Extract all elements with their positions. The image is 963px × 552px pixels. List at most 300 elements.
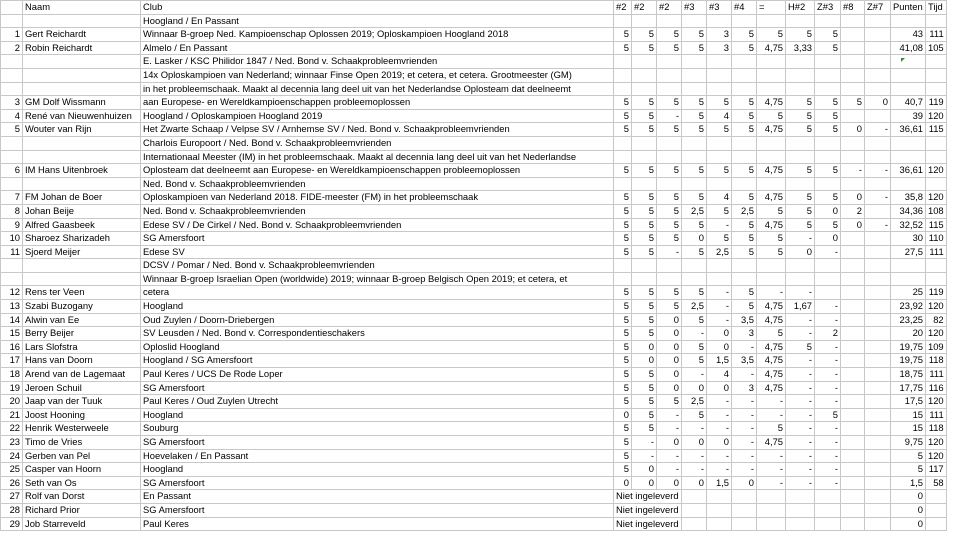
score-cell[interactable]: 5	[614, 340, 632, 354]
time-cell[interactable]	[926, 503, 947, 517]
time-cell[interactable]: 117	[926, 463, 947, 477]
score-cell[interactable]: 5	[632, 218, 657, 232]
rank-cell[interactable]: 19	[1, 381, 23, 395]
score-cell[interactable]	[865, 272, 891, 286]
score-cell[interactable]: 5	[682, 28, 707, 42]
score-cell[interactable]: 5	[657, 300, 682, 314]
club-cell[interactable]: SG Amersfoort	[141, 476, 614, 490]
score-cell[interactable]: 5	[657, 286, 682, 300]
score-cell[interactable]: 5	[632, 109, 657, 123]
rank-cell[interactable]: 21	[1, 408, 23, 422]
score-cell[interactable]	[657, 150, 682, 164]
score-cell[interactable]: 5	[732, 164, 757, 178]
score-cell[interactable]	[707, 490, 732, 504]
score-cell[interactable]	[815, 150, 841, 164]
score-cell[interactable]: -	[786, 232, 815, 246]
score-cell[interactable]: -	[732, 422, 757, 436]
score-cell[interactable]: -	[707, 422, 732, 436]
score-cell[interactable]: 5	[614, 300, 632, 314]
rank-cell[interactable]: 11	[1, 245, 23, 259]
score-cell[interactable]	[865, 436, 891, 450]
score-cell[interactable]: 5	[786, 204, 815, 218]
score-cell[interactable]	[891, 177, 926, 191]
score-cell[interactable]	[614, 259, 632, 273]
score-cell[interactable]	[632, 136, 657, 150]
score-cell[interactable]: -	[757, 476, 786, 490]
score-cell[interactable]	[841, 245, 865, 259]
score-cell[interactable]: 5	[632, 232, 657, 246]
score-cell[interactable]	[926, 177, 947, 191]
not-submitted-cell[interactable]: Niet ingeleverd	[614, 517, 682, 531]
score-cell[interactable]: -	[865, 191, 891, 205]
name-cell[interactable]	[23, 68, 141, 82]
score-cell[interactable]: 1,5	[707, 354, 732, 368]
score-cell[interactable]	[757, 272, 786, 286]
rank-cell[interactable]: 3	[1, 96, 23, 110]
score-cell[interactable]	[865, 463, 891, 477]
score-cell[interactable]	[865, 41, 891, 55]
score-cell[interactable]	[815, 259, 841, 273]
score-cell[interactable]: 5	[614, 313, 632, 327]
rank-cell[interactable]: 27	[1, 490, 23, 504]
points-cell[interactable]: 15	[891, 422, 926, 436]
score-cell[interactable]	[891, 82, 926, 96]
score-cell[interactable]: -	[815, 354, 841, 368]
score-cell[interactable]	[632, 259, 657, 273]
score-cell[interactable]	[926, 136, 947, 150]
score-cell[interactable]: 0	[682, 381, 707, 395]
score-cell[interactable]: 0	[657, 313, 682, 327]
name-cell[interactable]: Arend van de Lagemaat	[23, 368, 141, 382]
score-cell[interactable]: 5	[614, 96, 632, 110]
score-cell[interactable]: -	[682, 368, 707, 382]
score-cell[interactable]: 4,75	[757, 313, 786, 327]
score-cell[interactable]: 5	[632, 164, 657, 178]
score-cell[interactable]	[757, 177, 786, 191]
score-cell[interactable]: 5	[614, 395, 632, 409]
club-cell[interactable]: Charlois Europoort / Ned. Bond v. Schaakprobleemvrienden	[141, 136, 614, 150]
name-cell[interactable]: René van Nieuwenhuizen	[23, 109, 141, 123]
score-cell[interactable]	[865, 368, 891, 382]
time-cell[interactable]: 120	[926, 449, 947, 463]
score-cell[interactable]	[707, 517, 732, 531]
score-cell[interactable]	[865, 408, 891, 422]
score-cell[interactable]	[757, 150, 786, 164]
rank-cell[interactable]	[1, 68, 23, 82]
rank-cell[interactable]: 8	[1, 204, 23, 218]
column-header[interactable]: #2	[614, 1, 632, 15]
score-cell[interactable]: 5	[757, 232, 786, 246]
score-cell[interactable]: 5	[707, 123, 732, 137]
score-cell[interactable]	[841, 436, 865, 450]
score-cell[interactable]: 5	[614, 449, 632, 463]
score-cell[interactable]: 5	[786, 28, 815, 42]
score-cell[interactable]: 5	[682, 313, 707, 327]
rank-cell[interactable]	[1, 177, 23, 191]
score-cell[interactable]: 0	[632, 340, 657, 354]
score-cell[interactable]	[707, 136, 732, 150]
score-cell[interactable]: 5	[614, 245, 632, 259]
score-cell[interactable]	[786, 136, 815, 150]
time-cell[interactable]: 111	[926, 28, 947, 42]
score-cell[interactable]: 2	[841, 204, 865, 218]
score-cell[interactable]: 4,75	[757, 300, 786, 314]
score-cell[interactable]	[865, 150, 891, 164]
name-cell[interactable]: FM Johan de Boer	[23, 191, 141, 205]
rank-cell[interactable]: 29	[1, 517, 23, 531]
score-cell[interactable]	[682, 82, 707, 96]
score-cell[interactable]: -	[707, 300, 732, 314]
time-cell[interactable]: 110	[926, 232, 947, 246]
score-cell[interactable]: 3	[732, 381, 757, 395]
score-cell[interactable]	[815, 177, 841, 191]
score-cell[interactable]: 4,75	[757, 381, 786, 395]
header-rank[interactable]	[1, 1, 23, 15]
score-cell[interactable]	[865, 340, 891, 354]
score-cell[interactable]: -	[732, 449, 757, 463]
score-cell[interactable]: 5	[732, 96, 757, 110]
time-cell[interactable]: 116	[926, 381, 947, 395]
score-cell[interactable]	[682, 14, 707, 28]
score-cell[interactable]: 5	[707, 204, 732, 218]
score-cell[interactable]	[707, 177, 732, 191]
score-cell[interactable]	[841, 463, 865, 477]
score-cell[interactable]: 0	[841, 191, 865, 205]
club-cell[interactable]: Oplosteam dat deelneemt aan Europese- en Wereldkampioenschappen probleemoplossen	[141, 164, 614, 178]
score-cell[interactable]: 5	[757, 204, 786, 218]
points-cell[interactable]: 17,5	[891, 395, 926, 409]
name-cell[interactable]	[23, 259, 141, 273]
score-cell[interactable]: -	[707, 395, 732, 409]
time-cell[interactable]: 120	[926, 327, 947, 341]
score-cell[interactable]	[865, 300, 891, 314]
column-header[interactable]: #3	[707, 1, 732, 15]
score-cell[interactable]	[865, 354, 891, 368]
score-cell[interactable]: 4,75	[757, 41, 786, 55]
score-cell[interactable]	[926, 259, 947, 273]
score-cell[interactable]: -	[632, 436, 657, 450]
score-cell[interactable]: 5	[786, 96, 815, 110]
score-cell[interactable]: -	[786, 395, 815, 409]
score-cell[interactable]	[632, 150, 657, 164]
score-cell[interactable]: 4	[707, 191, 732, 205]
club-cell[interactable]: aan Europese- en Wereldkampioenschappen probleemoplossen	[141, 96, 614, 110]
score-cell[interactable]	[841, 327, 865, 341]
score-cell[interactable]	[632, 272, 657, 286]
score-cell[interactable]	[815, 136, 841, 150]
score-cell[interactable]: 4,75	[757, 191, 786, 205]
score-cell[interactable]: 5	[786, 191, 815, 205]
score-cell[interactable]	[757, 82, 786, 96]
points-cell[interactable]: 35,8	[891, 191, 926, 205]
score-cell[interactable]: 5	[614, 327, 632, 341]
name-cell[interactable]: Timo de Vries	[23, 436, 141, 450]
points-cell[interactable]: 15	[891, 408, 926, 422]
name-cell[interactable]	[23, 82, 141, 96]
club-cell[interactable]: Oploslid Hoogland	[141, 340, 614, 354]
score-cell[interactable]: 0	[657, 368, 682, 382]
score-cell[interactable]	[757, 259, 786, 273]
score-cell[interactable]: -	[757, 463, 786, 477]
score-cell[interactable]	[926, 272, 947, 286]
rank-cell[interactable]	[1, 14, 23, 28]
score-cell[interactable]: 0	[657, 354, 682, 368]
score-cell[interactable]: 3,5	[732, 313, 757, 327]
score-cell[interactable]: 5	[614, 422, 632, 436]
score-cell[interactable]	[732, 177, 757, 191]
score-cell[interactable]: 0	[707, 327, 732, 341]
time-cell[interactable]: 120	[926, 109, 947, 123]
score-cell[interactable]	[682, 150, 707, 164]
rank-cell[interactable]: 17	[1, 354, 23, 368]
score-cell[interactable]	[841, 476, 865, 490]
points-cell[interactable]: 30	[891, 232, 926, 246]
score-cell[interactable]: 5	[614, 436, 632, 450]
name-cell[interactable]: Sjoerd Meijer	[23, 245, 141, 259]
score-cell[interactable]	[841, 232, 865, 246]
score-cell[interactable]: 5	[614, 354, 632, 368]
score-cell[interactable]: 0	[865, 96, 891, 110]
column-header[interactable]: #3	[682, 1, 707, 15]
score-cell[interactable]: 0	[614, 476, 632, 490]
score-cell[interactable]	[865, 422, 891, 436]
not-submitted-cell[interactable]: Niet ingeleverd	[614, 490, 682, 504]
score-cell[interactable]	[657, 55, 682, 69]
score-cell[interactable]: -	[657, 245, 682, 259]
score-cell[interactable]: 5	[632, 408, 657, 422]
score-cell[interactable]	[786, 517, 815, 531]
score-cell[interactable]	[841, 300, 865, 314]
score-cell[interactable]: 0	[707, 340, 732, 354]
rank-cell[interactable]: 5	[1, 123, 23, 137]
score-cell[interactable]	[865, 82, 891, 96]
score-cell[interactable]	[707, 272, 732, 286]
rank-cell[interactable]: 26	[1, 476, 23, 490]
name-cell[interactable]: Lars Slofstra	[23, 340, 141, 354]
score-cell[interactable]	[707, 503, 732, 517]
score-cell[interactable]	[732, 14, 757, 28]
score-cell[interactable]: -	[657, 422, 682, 436]
rank-cell[interactable]: 13	[1, 300, 23, 314]
time-cell[interactable]: 82	[926, 313, 947, 327]
score-cell[interactable]: 5	[632, 245, 657, 259]
points-cell[interactable]: 40,7	[891, 96, 926, 110]
score-cell[interactable]	[841, 41, 865, 55]
score-cell[interactable]: 0	[815, 204, 841, 218]
score-cell[interactable]	[841, 449, 865, 463]
score-cell[interactable]: 5	[657, 204, 682, 218]
score-cell[interactable]: 5	[815, 408, 841, 422]
name-cell[interactable]: Alwin van Ee	[23, 313, 141, 327]
time-cell[interactable]: 115	[926, 123, 947, 137]
score-cell[interactable]	[865, 490, 891, 504]
score-cell[interactable]: 5	[682, 41, 707, 55]
score-cell[interactable]	[926, 82, 947, 96]
name-cell[interactable]: Berry Beijer	[23, 327, 141, 341]
score-cell[interactable]: -	[815, 395, 841, 409]
score-cell[interactable]	[926, 68, 947, 82]
score-cell[interactable]	[841, 395, 865, 409]
score-cell[interactable]	[707, 82, 732, 96]
score-cell[interactable]: 5	[614, 204, 632, 218]
score-cell[interactable]	[632, 55, 657, 69]
score-cell[interactable]: -	[707, 286, 732, 300]
score-cell[interactable]: 5	[732, 218, 757, 232]
club-cell[interactable]: Ned. Bond v. Schaakprobleemvrienden	[141, 177, 614, 191]
score-cell[interactable]: 0	[707, 381, 732, 395]
points-cell[interactable]: 39	[891, 109, 926, 123]
score-cell[interactable]	[614, 150, 632, 164]
score-cell[interactable]: 5	[657, 395, 682, 409]
score-cell[interactable]: 5	[815, 96, 841, 110]
score-cell[interactable]: 0	[657, 476, 682, 490]
time-cell[interactable]: 120	[926, 300, 947, 314]
name-cell[interactable]: Casper van Hoorn	[23, 463, 141, 477]
score-cell[interactable]: -	[632, 449, 657, 463]
score-cell[interactable]: 0	[614, 408, 632, 422]
score-cell[interactable]: -	[757, 408, 786, 422]
score-cell[interactable]	[841, 408, 865, 422]
score-cell[interactable]	[865, 517, 891, 531]
score-cell[interactable]: 5	[682, 109, 707, 123]
club-cell[interactable]: Souburg	[141, 422, 614, 436]
score-cell[interactable]: -	[732, 395, 757, 409]
points-cell[interactable]: 5	[891, 449, 926, 463]
time-cell[interactable]: 120	[926, 191, 947, 205]
club-cell[interactable]: 14x Oploskampioen van Nederland; winnaar Finse Open 2019; et cetera, et cetera. Grootmeester (GM)	[141, 68, 614, 82]
score-cell[interactable]	[841, 368, 865, 382]
name-cell[interactable]: Sharoez Sharizadeh	[23, 232, 141, 246]
score-cell[interactable]	[841, 14, 865, 28]
score-cell[interactable]	[865, 245, 891, 259]
score-cell[interactable]: -	[786, 327, 815, 341]
club-cell[interactable]: Hoogland	[141, 463, 614, 477]
time-cell[interactable]: 118	[926, 422, 947, 436]
time-cell[interactable]: 111	[926, 408, 947, 422]
score-cell[interactable]	[865, 449, 891, 463]
score-cell[interactable]	[841, 28, 865, 42]
score-cell[interactable]: -	[865, 123, 891, 137]
points-cell[interactable]: 19,75	[891, 340, 926, 354]
time-cell[interactable]: 111	[926, 245, 947, 259]
name-cell[interactable]: Robin Reichardt	[23, 41, 141, 55]
score-cell[interactable]	[815, 286, 841, 300]
score-cell[interactable]	[891, 150, 926, 164]
name-cell[interactable]: Rolf van Dorst	[23, 490, 141, 504]
score-cell[interactable]	[786, 177, 815, 191]
score-cell[interactable]	[865, 503, 891, 517]
score-cell[interactable]	[786, 82, 815, 96]
score-cell[interactable]	[682, 55, 707, 69]
name-cell[interactable]	[23, 272, 141, 286]
score-cell[interactable]: -	[757, 395, 786, 409]
score-cell[interactable]: -	[786, 436, 815, 450]
score-cell[interactable]: 5	[682, 354, 707, 368]
score-cell[interactable]	[732, 259, 757, 273]
score-cell[interactable]: -	[815, 368, 841, 382]
club-cell[interactable]: Almelo / En Passant	[141, 41, 614, 55]
points-cell[interactable]: 43	[891, 28, 926, 42]
score-cell[interactable]: -	[682, 463, 707, 477]
club-cell[interactable]: E. Lasker / KSC Philidor 1847 / Ned. Bond v. Schaakprobleemvrienden	[141, 55, 614, 69]
score-cell[interactable]: 5	[632, 123, 657, 137]
name-cell[interactable]: Rens ter Veen	[23, 286, 141, 300]
score-cell[interactable]: 5	[732, 123, 757, 137]
score-cell[interactable]: 5	[632, 381, 657, 395]
score-cell[interactable]: -	[707, 408, 732, 422]
points-cell[interactable]: 0	[891, 517, 926, 531]
score-cell[interactable]	[926, 14, 947, 28]
club-cell[interactable]: DCSV / Pomar / Ned. Bond v. Schaakprobleemvrienden	[141, 259, 614, 273]
points-cell[interactable]: 36,61	[891, 164, 926, 178]
score-cell[interactable]	[786, 68, 815, 82]
points-cell[interactable]: 19,75	[891, 354, 926, 368]
rank-cell[interactable]: 12	[1, 286, 23, 300]
score-cell[interactable]	[614, 82, 632, 96]
score-cell[interactable]: 5	[786, 109, 815, 123]
score-cell[interactable]: -	[732, 463, 757, 477]
score-cell[interactable]: -	[786, 381, 815, 395]
score-cell[interactable]	[815, 517, 841, 531]
score-cell[interactable]	[657, 68, 682, 82]
score-cell[interactable]: 4,75	[757, 354, 786, 368]
score-cell[interactable]: 5	[682, 164, 707, 178]
name-cell[interactable]: Wouter van Rijn	[23, 123, 141, 137]
score-cell[interactable]: 5	[757, 327, 786, 341]
score-cell[interactable]	[841, 55, 865, 69]
score-cell[interactable]: 2,5	[682, 300, 707, 314]
rank-cell[interactable]	[1, 259, 23, 273]
score-cell[interactable]	[632, 68, 657, 82]
score-cell[interactable]	[891, 136, 926, 150]
score-cell[interactable]: -	[657, 408, 682, 422]
club-cell[interactable]: Oploskampioen van Nederland 2018. FIDE-meester (FM) in het probleemschaak	[141, 191, 614, 205]
score-cell[interactable]	[732, 272, 757, 286]
score-cell[interactable]: 0	[657, 327, 682, 341]
score-cell[interactable]: 5	[614, 109, 632, 123]
score-cell[interactable]: 4,75	[757, 218, 786, 232]
score-cell[interactable]: -	[786, 368, 815, 382]
score-cell[interactable]	[865, 476, 891, 490]
score-cell[interactable]	[682, 503, 707, 517]
club-cell[interactable]: Hoogland	[141, 408, 614, 422]
score-cell[interactable]	[707, 259, 732, 273]
club-cell[interactable]: Het Zwarte Schaap / Velpse SV / Arnhemse SV / Ned. Bond v. Schaakprobleemvrienden	[141, 123, 614, 137]
rank-cell[interactable]	[1, 150, 23, 164]
score-cell[interactable]: 5	[657, 218, 682, 232]
score-cell[interactable]	[614, 55, 632, 69]
rank-cell[interactable]: 22	[1, 422, 23, 436]
points-cell[interactable]: 20	[891, 327, 926, 341]
points-cell[interactable]: 27,5	[891, 245, 926, 259]
score-cell[interactable]: -	[786, 408, 815, 422]
rank-cell[interactable]: 20	[1, 395, 23, 409]
score-cell[interactable]: 5	[614, 286, 632, 300]
score-cell[interactable]: -	[786, 449, 815, 463]
score-cell[interactable]	[657, 82, 682, 96]
score-cell[interactable]	[841, 68, 865, 82]
rank-cell[interactable]: 2	[1, 41, 23, 55]
name-cell[interactable]: Alfred Gaasbeek	[23, 218, 141, 232]
club-cell[interactable]: Hoogland / SG Amersfoort	[141, 354, 614, 368]
name-cell[interactable]: GM Dolf Wissmann	[23, 96, 141, 110]
time-cell[interactable]: 109	[926, 340, 947, 354]
score-cell[interactable]	[841, 136, 865, 150]
score-cell[interactable]	[815, 82, 841, 96]
score-cell[interactable]	[682, 68, 707, 82]
score-cell[interactable]	[757, 68, 786, 82]
score-cell[interactable]: 3,33	[786, 41, 815, 55]
